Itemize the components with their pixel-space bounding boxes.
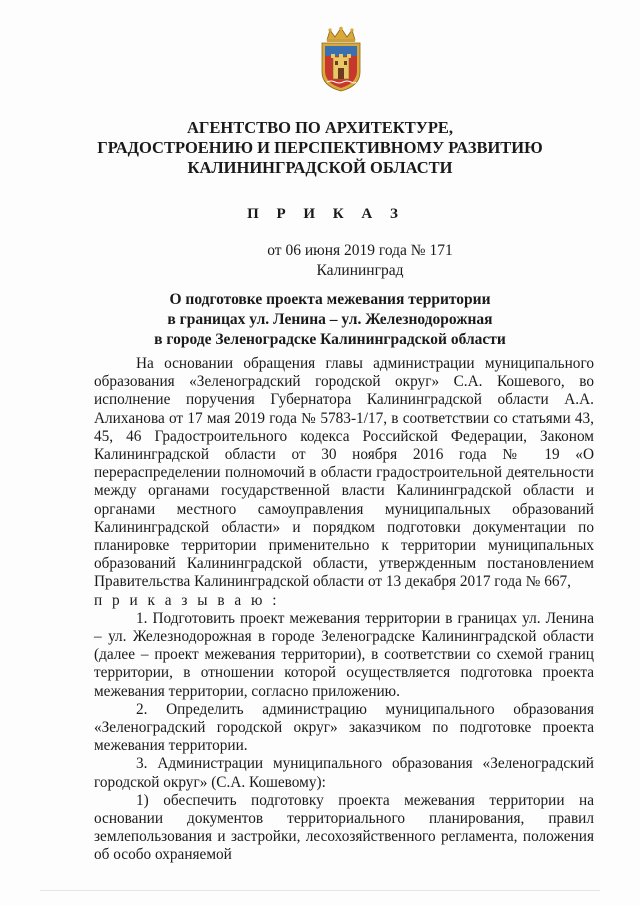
- subject-line-3: в городе Зеленоградске Калининградской области: [154, 331, 506, 348]
- agency-name: [60, 118, 580, 178]
- order-city: Калининград: [316, 262, 404, 279]
- agency-line-2: ГРАДОСТРОЕНИЮ И ПЕРСПЕКТИВНОМУ РАЗВИТИЮ: [97, 138, 543, 157]
- preamble-paragraph: На основании обращения главы администрации муниципального образования «Зеленоградский городской округ» С.А. Кошевого, во исполнение поручения Губернатора Калининградской области А.А. Алиханова от 17 мая 2019 года № 5783-1/17, в соответствии со статьями 43, 45, 46 Градостроительного кодекса Российской Федерации, Законом Калининградской области от 30 ноября 2016 года № 19 «О перераспределении полномочий в области градостроительной деятельности между органами государственной власти Калининградской области и органами местного самоуправления муниципальных образований Калининградской области» и порядком подготовки документации по планировке территории применительно к территории муниципальных образований Калининградской области, утвержденным постановлением Правительства Калининградской области от 13 декабря 2017 года № 667,: [94, 355, 594, 591]
- order-directive-word: п р и к а з ы в а ю :: [94, 591, 280, 609]
- item-2-paragraph: 2. Определить администрацию муниципального образования «Зеленоградский городской округ» заказчиком по подготовке проекта межевания территории.: [94, 700, 594, 755]
- order-body: [94, 355, 594, 865]
- order-date-number: от 06 июня 2019 года № 171: [267, 242, 453, 259]
- item-3-paragraph: 3. Администрации муниципального образования «Зеленоградский городской округ» (С.А. Кошевому):: [94, 755, 594, 791]
- agency-line-3: КАЛИНИНГРАДСКОЙ ОБЛАСТИ: [187, 158, 453, 177]
- coat-of-arms-icon: [318, 26, 364, 92]
- order-subject: [80, 290, 580, 350]
- order-date-block: [150, 241, 570, 281]
- order-title: П Р И К А З: [247, 206, 405, 222]
- item-1-paragraph: 1. Подготовить проект межевания территории в границах ул. Ленина – ул. Железнодорожная в городе Зеленоградске Калининградской области (далее – проект межевания территории), в соответствии со схемой границ территории, в отношении которой осуществляется подготовка проекта межевания территории, согласно приложению.: [94, 609, 594, 700]
- subject-line-2: в границах ул. Ленина – ул. Железнодорожная: [167, 311, 493, 328]
- page-edge-divider: [40, 890, 600, 891]
- agency-line-1: АГЕНТСТВО ПО АРХИТЕКТУРЕ,: [186, 118, 454, 137]
- item-3-1-paragraph: 1) обеспечить подготовку проекта межевания территории на основании документов территориального планирования, правил землепользования и застройки, лесохозяйственного регламента, положения об особо охраняемой: [94, 791, 594, 864]
- subject-line-1: О подготовке проекта межевания территории: [169, 291, 491, 308]
